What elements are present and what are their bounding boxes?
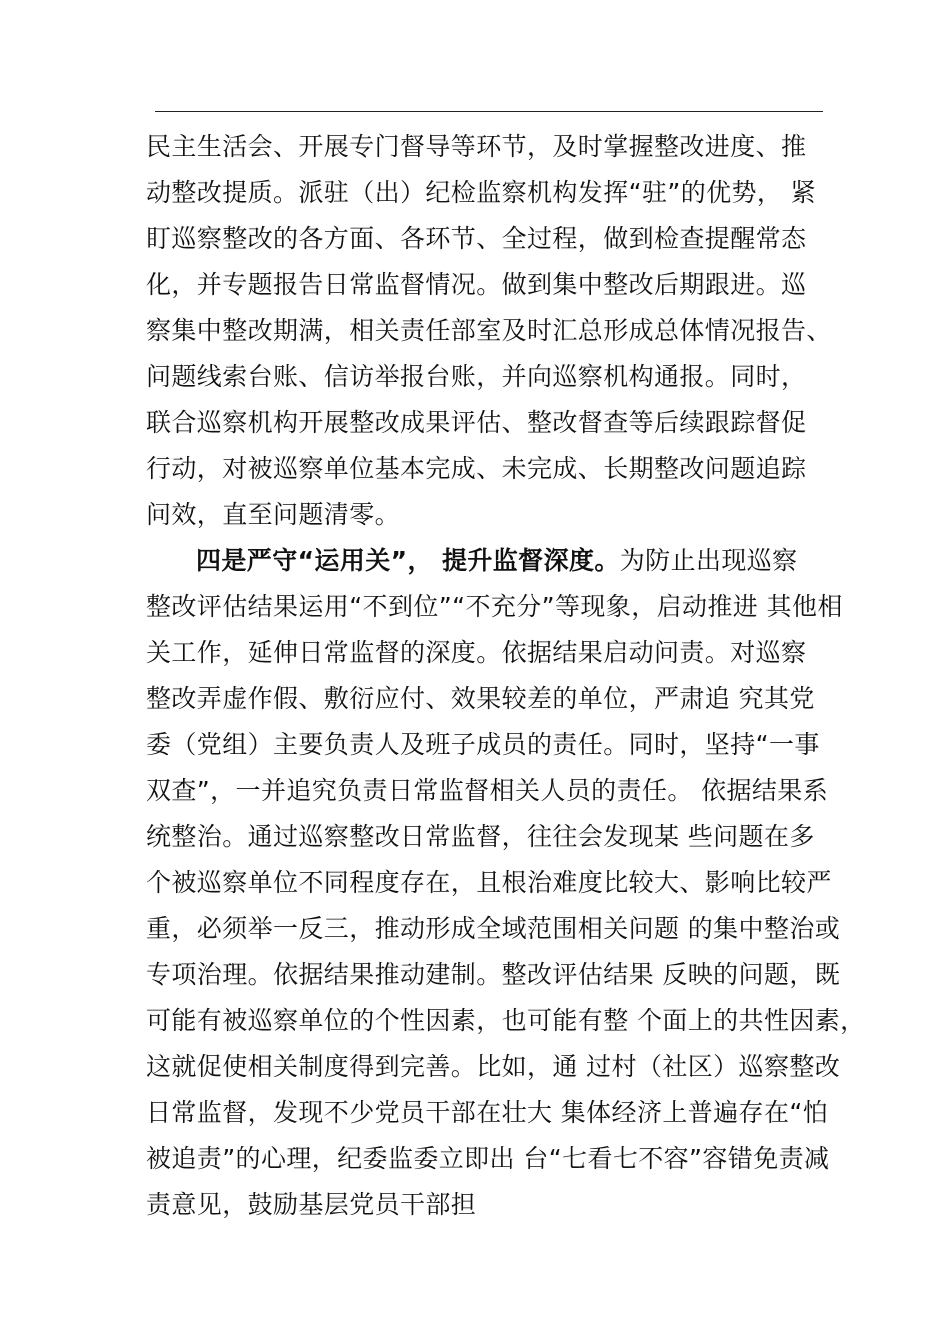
text-line: 动整改提质。派驻（出）纪检监察机构发挥“驻”的优势， 紧 [146, 178, 817, 207]
paragraph-1 [146, 124, 836, 538]
text-line: 专项治理。依据结果推动建制。整改评估结果 反映的问题，既 [146, 960, 841, 989]
text-line: 民主生活会、开展专门督导等环节，及时掌握整改进度、推 [146, 132, 807, 161]
text-line: 个被巡察单位不同程度存在，且根治难度比较大、影响比较严 [146, 868, 832, 897]
document-body [146, 124, 866, 1228]
text-line: 整改评估结果运用“不到位”“不充分”等现象，启动推进 其他相 [146, 592, 843, 621]
text-line: 统整治。通过巡察整改日常监督，往往会发现某 些问题在多 [146, 822, 815, 851]
text-line: 这就促使相关制度得到完善。比如，通 过村（社区）巡察整改 [146, 1052, 841, 1081]
text-line: 委（党组）主要负责人及班子成员的责任。同时，坚持“一事 [146, 730, 820, 759]
text-line: 盯巡察整改的各方面、各环节、全过程，做到检查提醒常态 [146, 224, 807, 253]
text-line: 察集中整改期满，相关责任部室及时汇总形成总体情况报告、 [146, 316, 832, 345]
text-line: 联合巡察机构开展整改成果评估、整改督查等后续跟踪督促 [146, 408, 807, 437]
text-line: 问题线索台账、信访举报台账，并向巡察机构通报。同时， [146, 362, 807, 391]
paragraph-2 [146, 538, 866, 1228]
heading-continuation: 为防止出现巡察 [619, 546, 798, 575]
text-line-first [146, 538, 836, 584]
text-line: 重，必须举一反三，推动形成全域范围相关问题 的集中整治或 [146, 914, 841, 943]
text-line: 问效，直至问题清零。 [146, 500, 401, 529]
text-line: 日常监督，发现不少党员干部在壮大 集体经济上普遍存在“怕 [146, 1098, 829, 1127]
text-line: 化，并专题报告日常监督情况。做到集中整改后期跟进。巡 [146, 270, 807, 299]
text-line: 责意见，鼓励基层党员干部担 [146, 1190, 477, 1219]
section-heading: 四是严守“运用关”， 提升监督深度。 [196, 546, 620, 575]
text-line: 行动，对被巡察单位基本完成、未完成、长期整改问题追踪 [146, 454, 807, 483]
text-line: 被追责”的心理，纪委监委立即出 台“七看七不容”容错免责减 [146, 1144, 830, 1173]
header-rule [155, 111, 823, 112]
text-line: 双查”，一并追究负责日常监督相关人员的责任。 依据结果系 [146, 776, 829, 805]
text-line: 关工作，延伸日常监督的深度。依据结果启动问责。对巡察 [146, 638, 807, 667]
text-line: 可能有被巡察单位的个性因素，也可能有整 个面上的共性因素， [146, 1006, 866, 1035]
text-line: 整改弄虚作假、敷衍应付、效果较差的单位，严肃追 究其党 [146, 684, 815, 713]
